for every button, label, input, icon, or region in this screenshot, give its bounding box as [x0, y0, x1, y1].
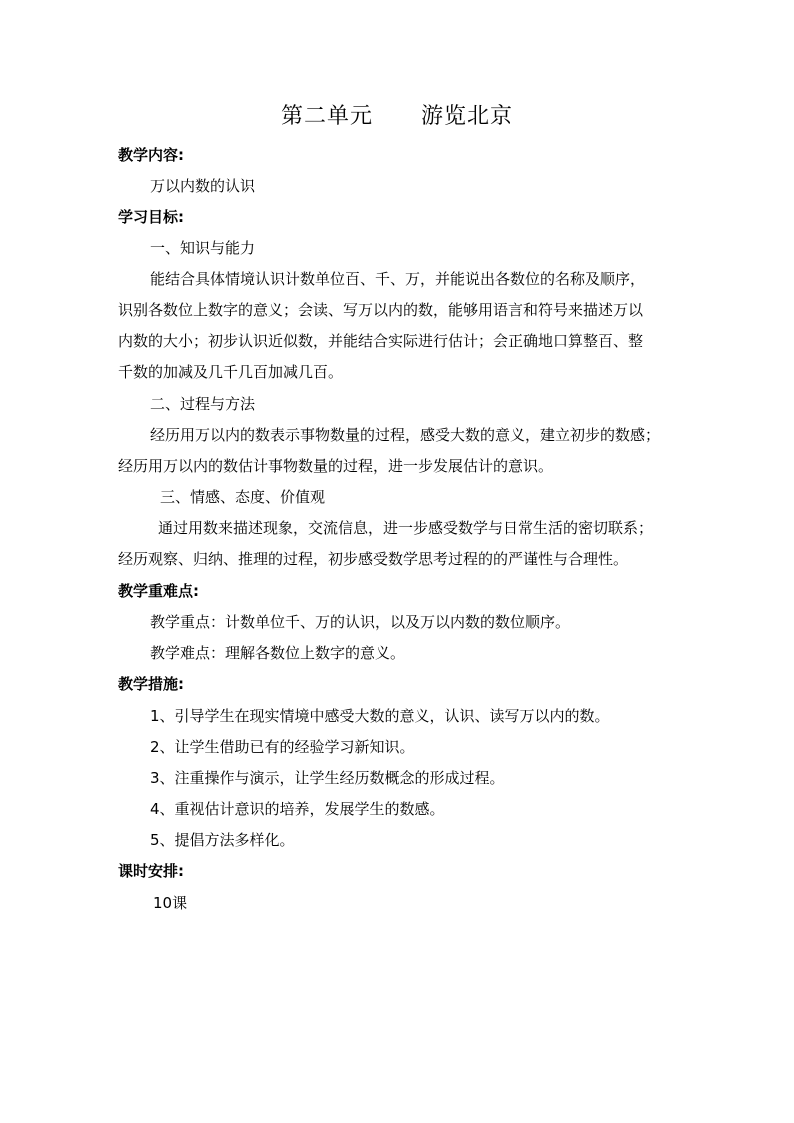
goal1-line: 内数的大小；初步认识近似数，并能结合实际进行估计；会正确地口算整百、整 — [118, 332, 644, 350]
measure-item: 4、重视估计意识的培养，发展学生的数感。 — [150, 800, 445, 818]
section-heading-content: 教学内容: — [118, 146, 184, 164]
goal2-line: 经历用万以内的数表示事物数量的过程，感受大数的意义，建立初步的数感； — [150, 426, 661, 444]
goal1-title: 一、知识与能力 — [150, 239, 256, 257]
schedule-text: 10课 — [153, 894, 188, 912]
measure-item: 1、引导学生在现实情境中感受大数的意义，认识、读写万以内的数。 — [150, 707, 610, 725]
goal1-line: 识别各数位上数字的意义；会读、写万以内的数，能够用语言和符号来描述万以 — [118, 301, 644, 319]
section-heading-schedule: 课时安排: — [118, 862, 184, 880]
goal3-title: 三、情感、态度、价值观 — [160, 488, 326, 506]
section-heading-measures: 教学措施: — [118, 675, 184, 693]
goal1-line: 千数的加减及几千几百加减几百。 — [118, 363, 344, 381]
measure-item: 5、提倡方法多样化。 — [150, 831, 295, 849]
section-heading-goals: 学习目标: — [118, 208, 184, 226]
goal1-line: 能结合具体情境认识计数单位百、千、万，并能说出各数位的名称及顺序， — [150, 270, 646, 288]
goal3-line: 通过用数来描述现象，交流信息，进一步感受数学与日常生活的密切联系； — [158, 519, 654, 537]
goal2-line: 经历用万以内的数估计事物数量的过程，进一步发展估计的意识。 — [118, 457, 554, 475]
section-heading-keypoints: 教学重难点: — [118, 582, 199, 600]
measure-item: 3、注重操作与演示，让学生经历数概念的形成过程。 — [150, 769, 505, 787]
measure-item: 2、让学生借助已有的经验学习新知识。 — [150, 738, 415, 756]
goal3-line: 经历观察、归纳、推理的过程，初步感受数学思考过程的的严谨性与合理性。 — [118, 550, 629, 568]
page-title: 第二单元 游览北京 — [281, 104, 513, 129]
goal2-title: 二、过程与方法 — [150, 395, 256, 413]
difficult-point: 教学难点：理解各数位上数字的意义。 — [150, 644, 406, 662]
key-point: 教学重点：计数单位千、万的认识，以及万以内数的数位顺序。 — [150, 613, 571, 631]
content-text: 万以内数的认识 — [150, 177, 256, 195]
